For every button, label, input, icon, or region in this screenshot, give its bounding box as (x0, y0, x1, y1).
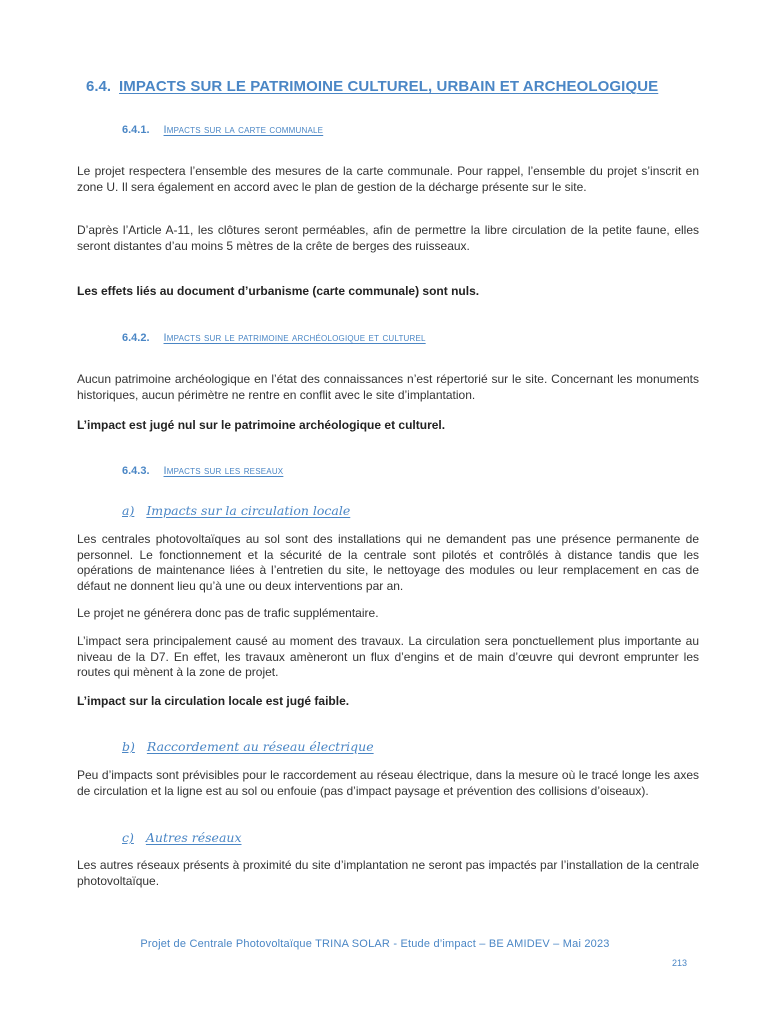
sub-subsection-heading-a (122, 503, 622, 518)
page-footer: Projet de Centrale Photovoltaïque TRINA SOLAR - Etude d’impact – BE AMIDEV – Mai 2023 (140, 938, 610, 950)
item-letter: a) (122, 503, 135, 518)
subsection-number: 6.4.1. (122, 124, 150, 136)
subsection-heading-642 (122, 332, 682, 344)
sub-subsection-heading-c (122, 830, 622, 845)
section-heading (86, 78, 726, 95)
subsection-heading-641 (122, 124, 682, 136)
conclusion-text: L’impact est jugé nul sur le patrimoine archéologique et culturel. (77, 418, 446, 432)
subsection-title: Impacts sur le patrimoine archéologique et culturel (163, 332, 426, 344)
paragraph: Les centrales photovoltaïques au sol sont des installations qui ne demandent pas une présence permanente de personnel. Le fonctionnement et la sécurité de la centrale sont pilotés et contrôlés à distance tandis que les opérations de maintenance liées à l’entretien du site, le nettoyage des modules ou leur remplacement en cas de défaut ne donnent lieu qu’à une ou deux interventions par an. (77, 532, 699, 593)
item-letter: c) (122, 830, 134, 845)
item-title: Impacts sur la circulation locale (146, 503, 351, 518)
paragraph: D’après l’Article A-11, les clôtures seront perméables, afin de permettre la libre circulation de la petite faune, elles seront distantes d’au moins 5 mètres de la crête de berges des ruisseaux. (77, 223, 699, 253)
subsection-title: Impacts sur les reseaux (163, 465, 284, 477)
paragraph: L’impact sera principalement causé au moment des travaux. La circulation sera ponctuellement plus importante au niveau de la D7. En effet, les travaux amèneront un flux d’engins et de main d’œuvre qui devront emprunter les routes qui mènent à la zone de projet. (77, 634, 699, 679)
conclusion-text: L’impact sur la circulation locale est jugé faible. (77, 694, 350, 708)
page-number: 213 (672, 958, 688, 968)
item-title: Autres réseaux (145, 830, 242, 845)
section-number: 6.4. (86, 78, 112, 95)
section-title: IMPACTS SUR LE PATRIMOINE CULTUREL, URBAIN ET ARCHEOLOGIQUE (119, 78, 659, 95)
subsection-number: 6.4.3. (122, 465, 150, 477)
paragraph: Le projet respectera l’ensemble des mesures de la carte communale. Pour rappel, l’ensemble du projet s’inscrit en zone U. Il sera également en accord avec le plan de gestion de la décharge présente sur le site. (77, 164, 699, 194)
paragraph: Peu d’impacts sont prévisibles pour le raccordement au réseau électrique, dans la mesure où le tracé longe les axes de circulation et la ligne est au sol ou enfouie (pas d’impact paysage et prévention des collisions d’oiseaux). (77, 768, 699, 798)
paragraph: Aucun patrimoine archéologique en l’état des connaissances n’est répertorié sur le site. Concernant les monuments historiques, aucun périmètre ne rentre en conflit avec le site d’implantation. (77, 372, 699, 402)
paragraph: Les autres réseaux présents à proximité du site d’implantation ne seront pas impactés par l’installation de la centrale photovoltaïque. (77, 858, 699, 888)
item-letter: b) (122, 739, 135, 754)
conclusion-text: Les effets liés au document d’urbanisme (carte communale) sont nuls. (77, 284, 480, 298)
subsection-title: Impacts sur la carte communale (163, 124, 324, 136)
subsection-heading-643 (122, 465, 682, 477)
item-title: Raccordement au réseau électrique (146, 739, 374, 754)
paragraph: Le projet ne générera donc pas de trafic supplémentaire. (77, 606, 379, 620)
subsection-number: 6.4.2. (122, 332, 150, 344)
sub-subsection-heading-b (122, 739, 622, 754)
